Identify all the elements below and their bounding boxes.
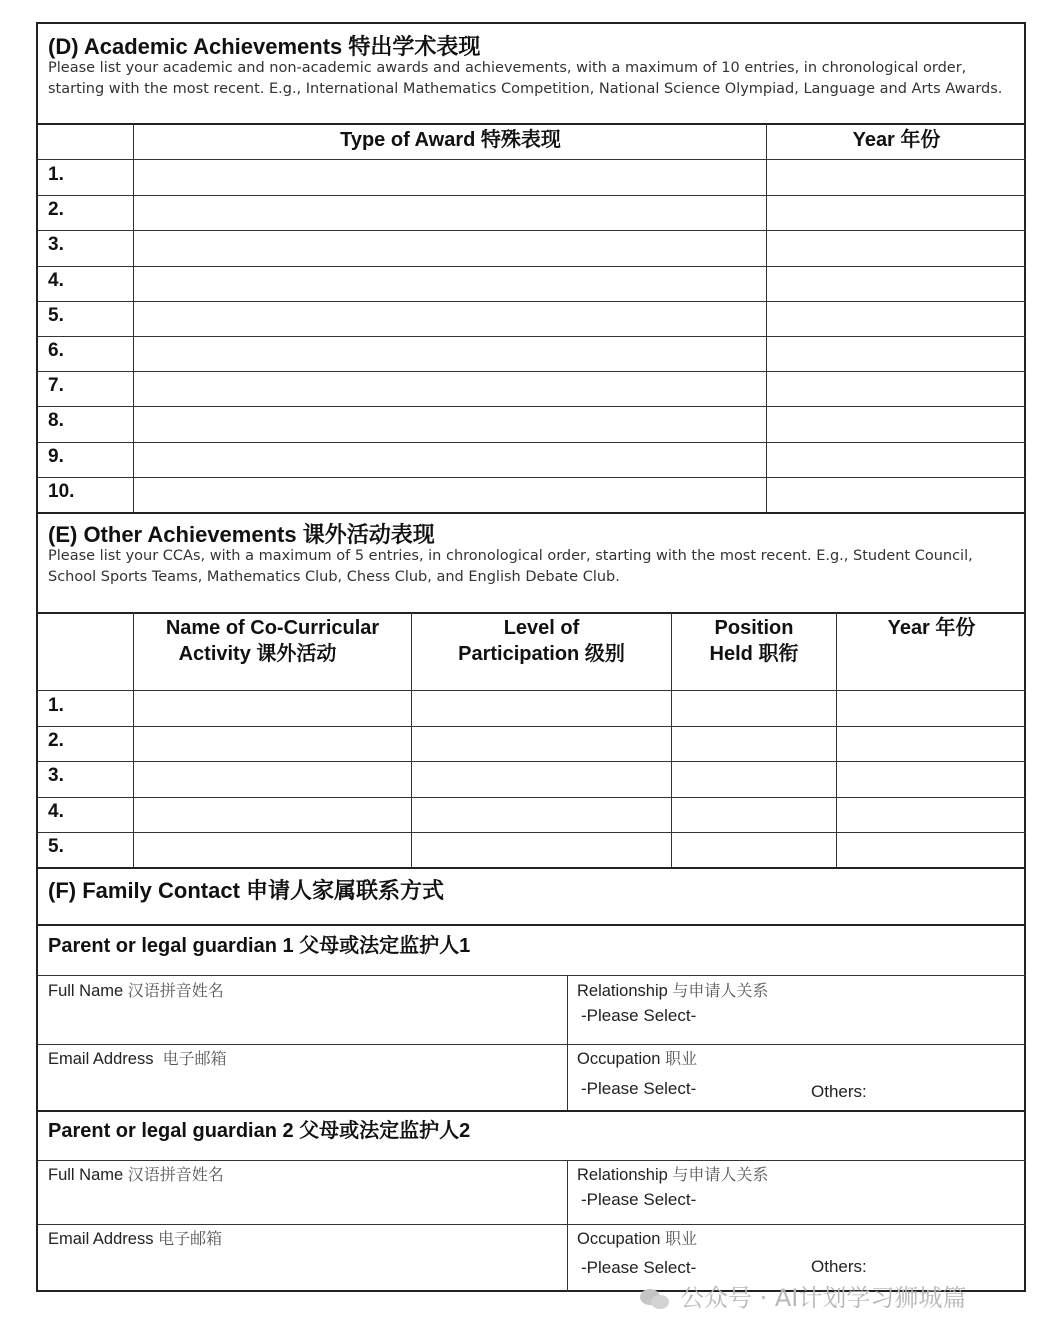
divider: [38, 612, 1026, 614]
year-input-cell[interactable]: [768, 301, 1026, 336]
row-number: 4.: [48, 800, 64, 822]
award-input-cell[interactable]: [135, 160, 766, 195]
activity-input-cell[interactable]: [135, 761, 411, 796]
award-row: [38, 230, 1026, 265]
email-label: [48, 1226, 222, 1249]
guardian2-title: Parent or legal guardian 2 父母或法定监护人2: [48, 1120, 471, 1142]
row-number: 8.: [48, 410, 64, 432]
row-number: 1.: [48, 164, 64, 185]
year-input-cell[interactable]: [838, 726, 1026, 761]
occupation-label-en: Occupation: [577, 1050, 661, 1068]
relationship-label: [577, 1162, 768, 1185]
relationship-label-en: Relationship: [577, 1166, 668, 1184]
position-input-cell[interactable]: [673, 691, 836, 726]
full-name-label: [48, 978, 224, 1001]
occupation-label-cn: 职业: [665, 1229, 698, 1248]
award-input-cell[interactable]: [135, 266, 766, 301]
guardian2-relationship-field: [568, 1161, 1026, 1225]
activity-input-cell[interactable]: [135, 726, 411, 761]
activity-row: [38, 832, 1026, 867]
row-number: 4.: [48, 269, 64, 291]
row-number: 3.: [48, 765, 64, 787]
guardian2-full-name-field[interactable]: [38, 1161, 567, 1225]
row-number: 1.: [48, 695, 64, 716]
occupation-label-en: Occupation: [577, 1230, 661, 1248]
level-input-cell[interactable]: [413, 797, 671, 832]
col-header-position-line2: Held 职衔: [709, 643, 799, 665]
award-input-cell[interactable]: [135, 406, 766, 441]
activity-input-cell[interactable]: [135, 797, 411, 832]
occupation-label: [577, 1226, 697, 1249]
col-header-award: Type of Award 特殊表现: [340, 129, 561, 151]
activity-row: [38, 797, 1026, 832]
activity-input-cell[interactable]: [135, 832, 411, 867]
guardian1-title: Parent or legal guardian 1 父母或法定监护人1: [48, 935, 471, 957]
year-input-cell[interactable]: [838, 832, 1026, 867]
watermark: [640, 1278, 966, 1313]
award-row: [38, 336, 1026, 371]
guardian1-occupation-select[interactable]: -Please Select-: [581, 1079, 697, 1098]
application-form: [36, 22, 1026, 1292]
guardian1-occupation-field: [568, 1045, 1026, 1111]
year-input-cell[interactable]: [838, 761, 1026, 796]
row-number: 7.: [48, 375, 64, 397]
col-header-e-year: Year 年份: [887, 617, 976, 639]
award-input-cell[interactable]: [135, 230, 766, 265]
year-input-cell[interactable]: [768, 266, 1026, 301]
section-f-title: (F) Family Contact 申请人家属联系方式: [48, 878, 445, 903]
activity-row: [38, 761, 1026, 796]
activity-row: [38, 726, 1026, 761]
award-input-cell[interactable]: [135, 336, 766, 371]
award-row: [38, 301, 1026, 336]
row-number: 2.: [48, 199, 64, 221]
relationship-label: [577, 978, 768, 1001]
row-number: 9.: [48, 445, 64, 467]
position-input-cell[interactable]: [673, 832, 836, 867]
watermark-text: 公众号 · AI计划学习狮城篇: [680, 1284, 967, 1312]
award-row: [38, 406, 1026, 441]
col-header-activity-line2: Activity 课外活动: [178, 643, 337, 665]
guardian1-full-name-field[interactable]: [38, 976, 567, 1044]
row-number: 10.: [48, 480, 75, 502]
section-e-title: (E) Other Achievements 课外活动表现: [48, 522, 435, 547]
year-input-cell[interactable]: [768, 195, 1026, 230]
col-header-level: [412, 615, 671, 667]
divider: [38, 1110, 1026, 1112]
award-input-cell[interactable]: [135, 371, 766, 406]
occupation-label: [577, 1046, 697, 1069]
position-input-cell[interactable]: [673, 797, 836, 832]
row-number: 5.: [48, 304, 64, 326]
level-input-cell[interactable]: [413, 726, 671, 761]
award-row: [38, 195, 1026, 230]
year-input-cell[interactable]: [768, 230, 1026, 265]
relationship-label-cn: 与申请人关系: [672, 1165, 769, 1184]
divider: [38, 512, 1026, 514]
year-input-cell[interactable]: [768, 371, 1026, 406]
year-input-cell[interactable]: [768, 160, 1026, 195]
divider: [38, 867, 1026, 869]
guardian2-others-field[interactable]: Others:: [811, 1257, 867, 1276]
position-input-cell[interactable]: [673, 726, 836, 761]
col-header-activity-line1: Name of Co-Curricular: [165, 617, 380, 639]
row-number: 3.: [48, 234, 64, 256]
award-row: [38, 477, 1026, 512]
email-label-cn: 电子邮箱: [162, 1049, 227, 1068]
award-input-cell[interactable]: [135, 301, 766, 336]
email-label-en: Email Address: [48, 1230, 154, 1248]
full-name-label-cn: 汉语拼音姓名: [127, 1165, 224, 1184]
activity-input-cell[interactable]: [135, 691, 411, 726]
full-name-label-en: Full Name: [48, 1166, 124, 1184]
col-header-level-line1: Level of: [503, 617, 580, 639]
award-input-cell[interactable]: [135, 477, 766, 512]
col-header-position-line1: Position: [714, 617, 794, 639]
guardian2-email-field[interactable]: [38, 1225, 567, 1291]
col-header-level-line2: Participation 级别: [458, 643, 625, 665]
divider: [38, 924, 1026, 926]
award-input-cell[interactable]: [135, 442, 766, 477]
occupation-label-cn: 职业: [665, 1049, 698, 1068]
guardian1-relationship-select[interactable]: -Please Select-: [581, 1006, 697, 1025]
award-row: [38, 442, 1026, 477]
section-d-title: (D) Academic Achievements 特出学术表现: [48, 34, 481, 59]
relationship-label-en: Relationship: [577, 982, 668, 1000]
level-input-cell[interactable]: [413, 691, 671, 726]
award-row: [38, 266, 1026, 301]
position-input-cell[interactable]: [673, 761, 836, 796]
email-label-en: Email Address: [48, 1050, 154, 1068]
year-input-cell[interactable]: [768, 336, 1026, 371]
award-input-cell[interactable]: [135, 195, 766, 230]
year-input-cell[interactable]: [768, 477, 1026, 512]
full-name-label-cn: 汉语拼音姓名: [127, 981, 224, 1000]
guardian1-email-field[interactable]: [38, 1045, 567, 1111]
col-header-year: Year 年份: [852, 129, 941, 151]
year-input-cell[interactable]: [838, 691, 1026, 726]
col-header-position: [672, 615, 836, 667]
guardian2-relationship-select[interactable]: -Please Select-: [581, 1190, 697, 1209]
year-input-cell[interactable]: [838, 797, 1026, 832]
divider: [38, 123, 1026, 125]
year-input-cell[interactable]: [768, 406, 1026, 441]
guardian1-relationship-field: [568, 976, 1026, 1044]
level-input-cell[interactable]: [413, 761, 671, 796]
guardian1-others-field[interactable]: Others:: [811, 1082, 867, 1101]
section-e-description: Please list your CCAs, with a maximum of 5 entries, in chronological order, starting with the most recent. E.g., Student Council, School Sports Teams, Mathematics Club, Chess Club, and English Debate Club.: [48, 548, 973, 585]
row-number: 5.: [48, 835, 64, 857]
row-number: 2.: [48, 730, 64, 752]
award-row: [38, 160, 1026, 195]
activity-row: [38, 691, 1026, 726]
wechat-icon: [640, 1287, 670, 1311]
guardian2-occupation-select[interactable]: -Please Select-: [581, 1258, 697, 1277]
relationship-label-cn: 与申请人关系: [672, 981, 769, 1000]
level-input-cell[interactable]: [413, 832, 671, 867]
email-label-cn: 电子邮箱: [158, 1229, 223, 1248]
full-name-label: [48, 1162, 224, 1185]
row-number: 6.: [48, 340, 64, 361]
col-header-activity: [134, 615, 411, 667]
section-d-description: Please list your academic and non-academic awards and achievements, with a maximum of 10 entries, in chronological order, starting with the most recent. E.g., International Mathematics Competition, National Science Olympiad, Language and Arts Awards.: [48, 60, 1003, 97]
award-row: [38, 371, 1026, 406]
full-name-label-en: Full Name: [48, 982, 124, 1000]
email-label: [48, 1046, 227, 1069]
year-input-cell[interactable]: [768, 442, 1026, 477]
